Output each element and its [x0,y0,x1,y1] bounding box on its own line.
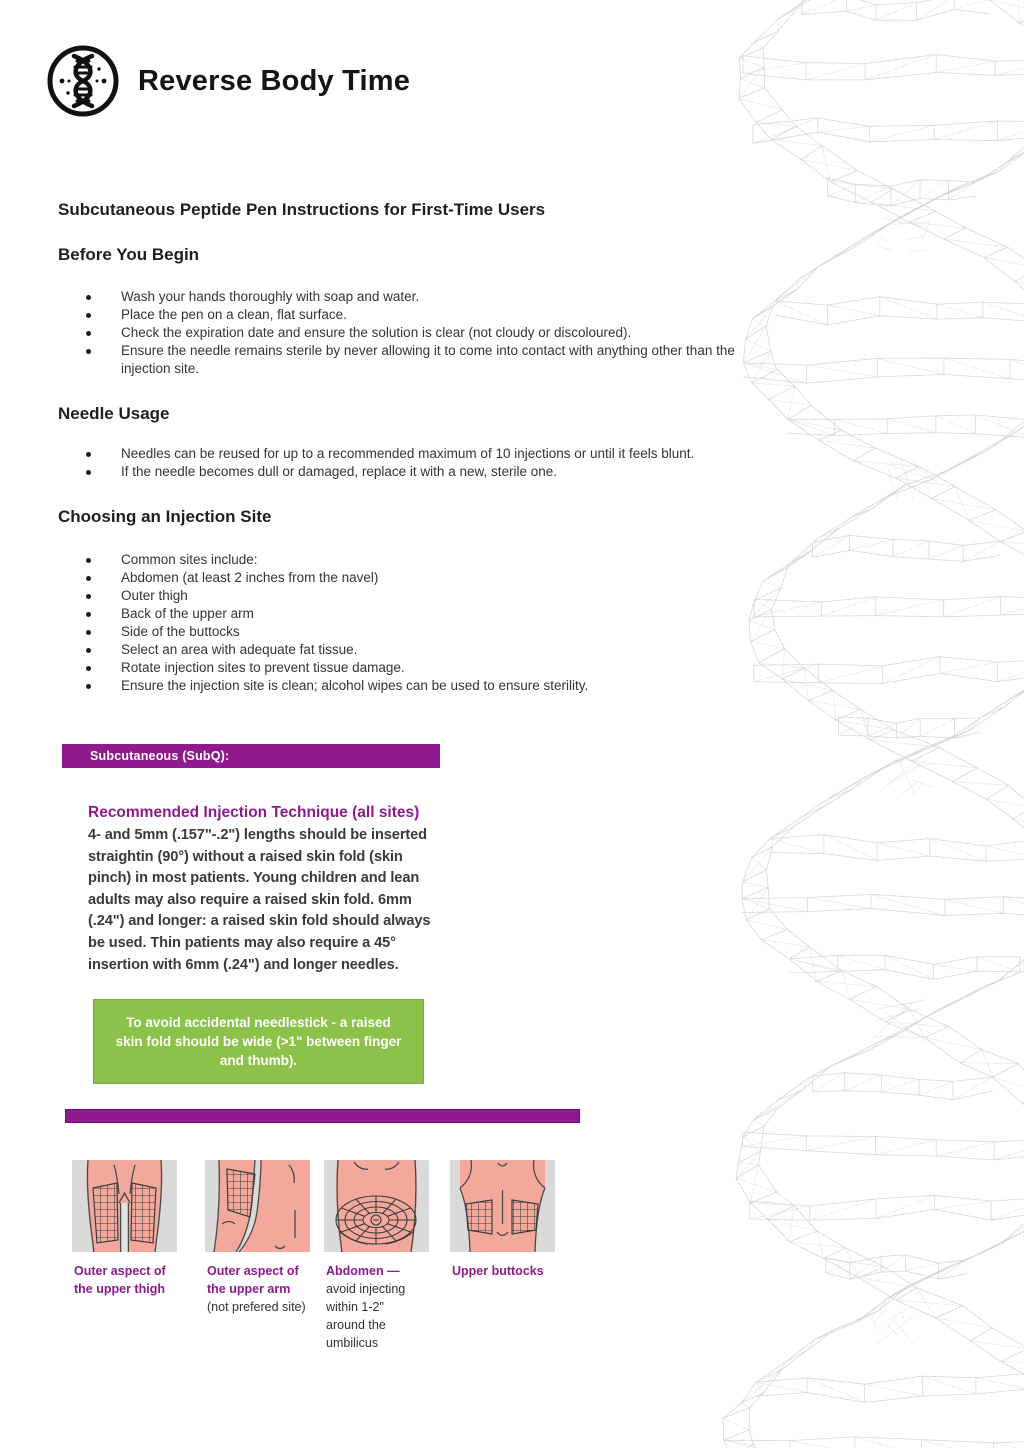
caption-label: Outer aspect of the upper thigh [74,1264,166,1296]
needle-usage-list [58,445,758,481]
caption-upper-buttocks [452,1262,564,1280]
caption-note: (not prefered site) [207,1300,306,1314]
bullet-item: Check the expiration date and ensure the solution is clear (not cloudy or discoloured). [58,324,758,342]
brand-header [44,42,410,120]
bullet-item: Rotate injection sites to prevent tissue damage. [58,659,758,677]
figure-upper-thigh-sites [72,1160,177,1252]
bullet-item: Common sites include: [58,551,758,569]
bullet-item: Place the pen on a clean, flat surface. [58,306,758,324]
page-title: Subcutaneous Peptide Pen Instructions for First-Time Users [58,200,546,219]
caption-abdomen [326,1262,418,1352]
bullet-item: Needles can be reused for up to a recommended maximum of 10 injections or until it feels blunt. [58,445,758,463]
needlestick-warning-box [93,999,424,1084]
bullet-item: Outer thigh [58,587,758,605]
dna-circle-icon [44,42,122,120]
technique-heading: Recommended Injection Technique (all sites) [88,804,420,821]
before-you-begin-list [58,288,758,378]
injection-site-list [58,551,758,695]
bullet-item: Select an area with adequate fat tissue. [58,641,758,659]
caption-label: Outer aspect of the upper arm [207,1264,299,1296]
brand-name: Reverse Body Time [138,64,411,97]
purple-divider-bar [65,1109,580,1123]
bullet-item: Side of the buttocks [58,623,758,641]
section-heading-choosing-site: Choosing an Injection Site [58,507,272,526]
bullet-item: If the needle becomes dull or damaged, replace it with a new, sterile one. [58,463,758,481]
bullet-item: Abdomen (at least 2 inches from the navel) [58,569,758,587]
caption-upper-arm [207,1262,319,1316]
caption-note: avoid injecting within 1-2" around the umbilicus [326,1282,406,1350]
bullet-item: Ensure the needle remains sterile by never allowing it to come into contact with anything other than the injection site. [58,342,758,378]
section-heading-before-you-begin: Before You Begin [58,245,200,264]
section-heading-needle-usage: Needle Usage [58,404,170,423]
bullet-item: Back of the upper arm [58,605,758,623]
technique-body: 4- and 5mm (.157"-.2") lengths should be inserted straightin (90°) without a raised skin fold (skin pinch) in most patients. Young children and lean adults may also require a raised skin fold. 6mm (.24") and longer: a raised skin fold should always be used. Thin patients may also require a 45° insertion with 6mm (.24") and longer needles. [88,827,431,973]
technique-block [88,804,438,976]
bullet-item: Ensure the injection site is clean; alcohol wipes can be used to ensure sterility. [58,677,758,695]
figure-upper-arm-site [205,1160,310,1252]
bullet-item: Wash your hands thoroughly with soap and water. [58,288,758,306]
caption-label: Upper buttocks [452,1264,544,1278]
subq-banner [62,744,440,768]
figure-abdomen-site [324,1160,429,1252]
caption-upper-thigh [74,1262,186,1298]
needlestick-warning-text: To avoid accidental needlestick - a raised skin fold should be wide (>1" between finger and thumb). [115,1015,402,1068]
caption-label: Abdomen — [326,1264,400,1278]
figure-upper-buttocks-sites [450,1160,555,1252]
subq-banner-label: Subcutaneous (SubQ): [90,749,230,763]
